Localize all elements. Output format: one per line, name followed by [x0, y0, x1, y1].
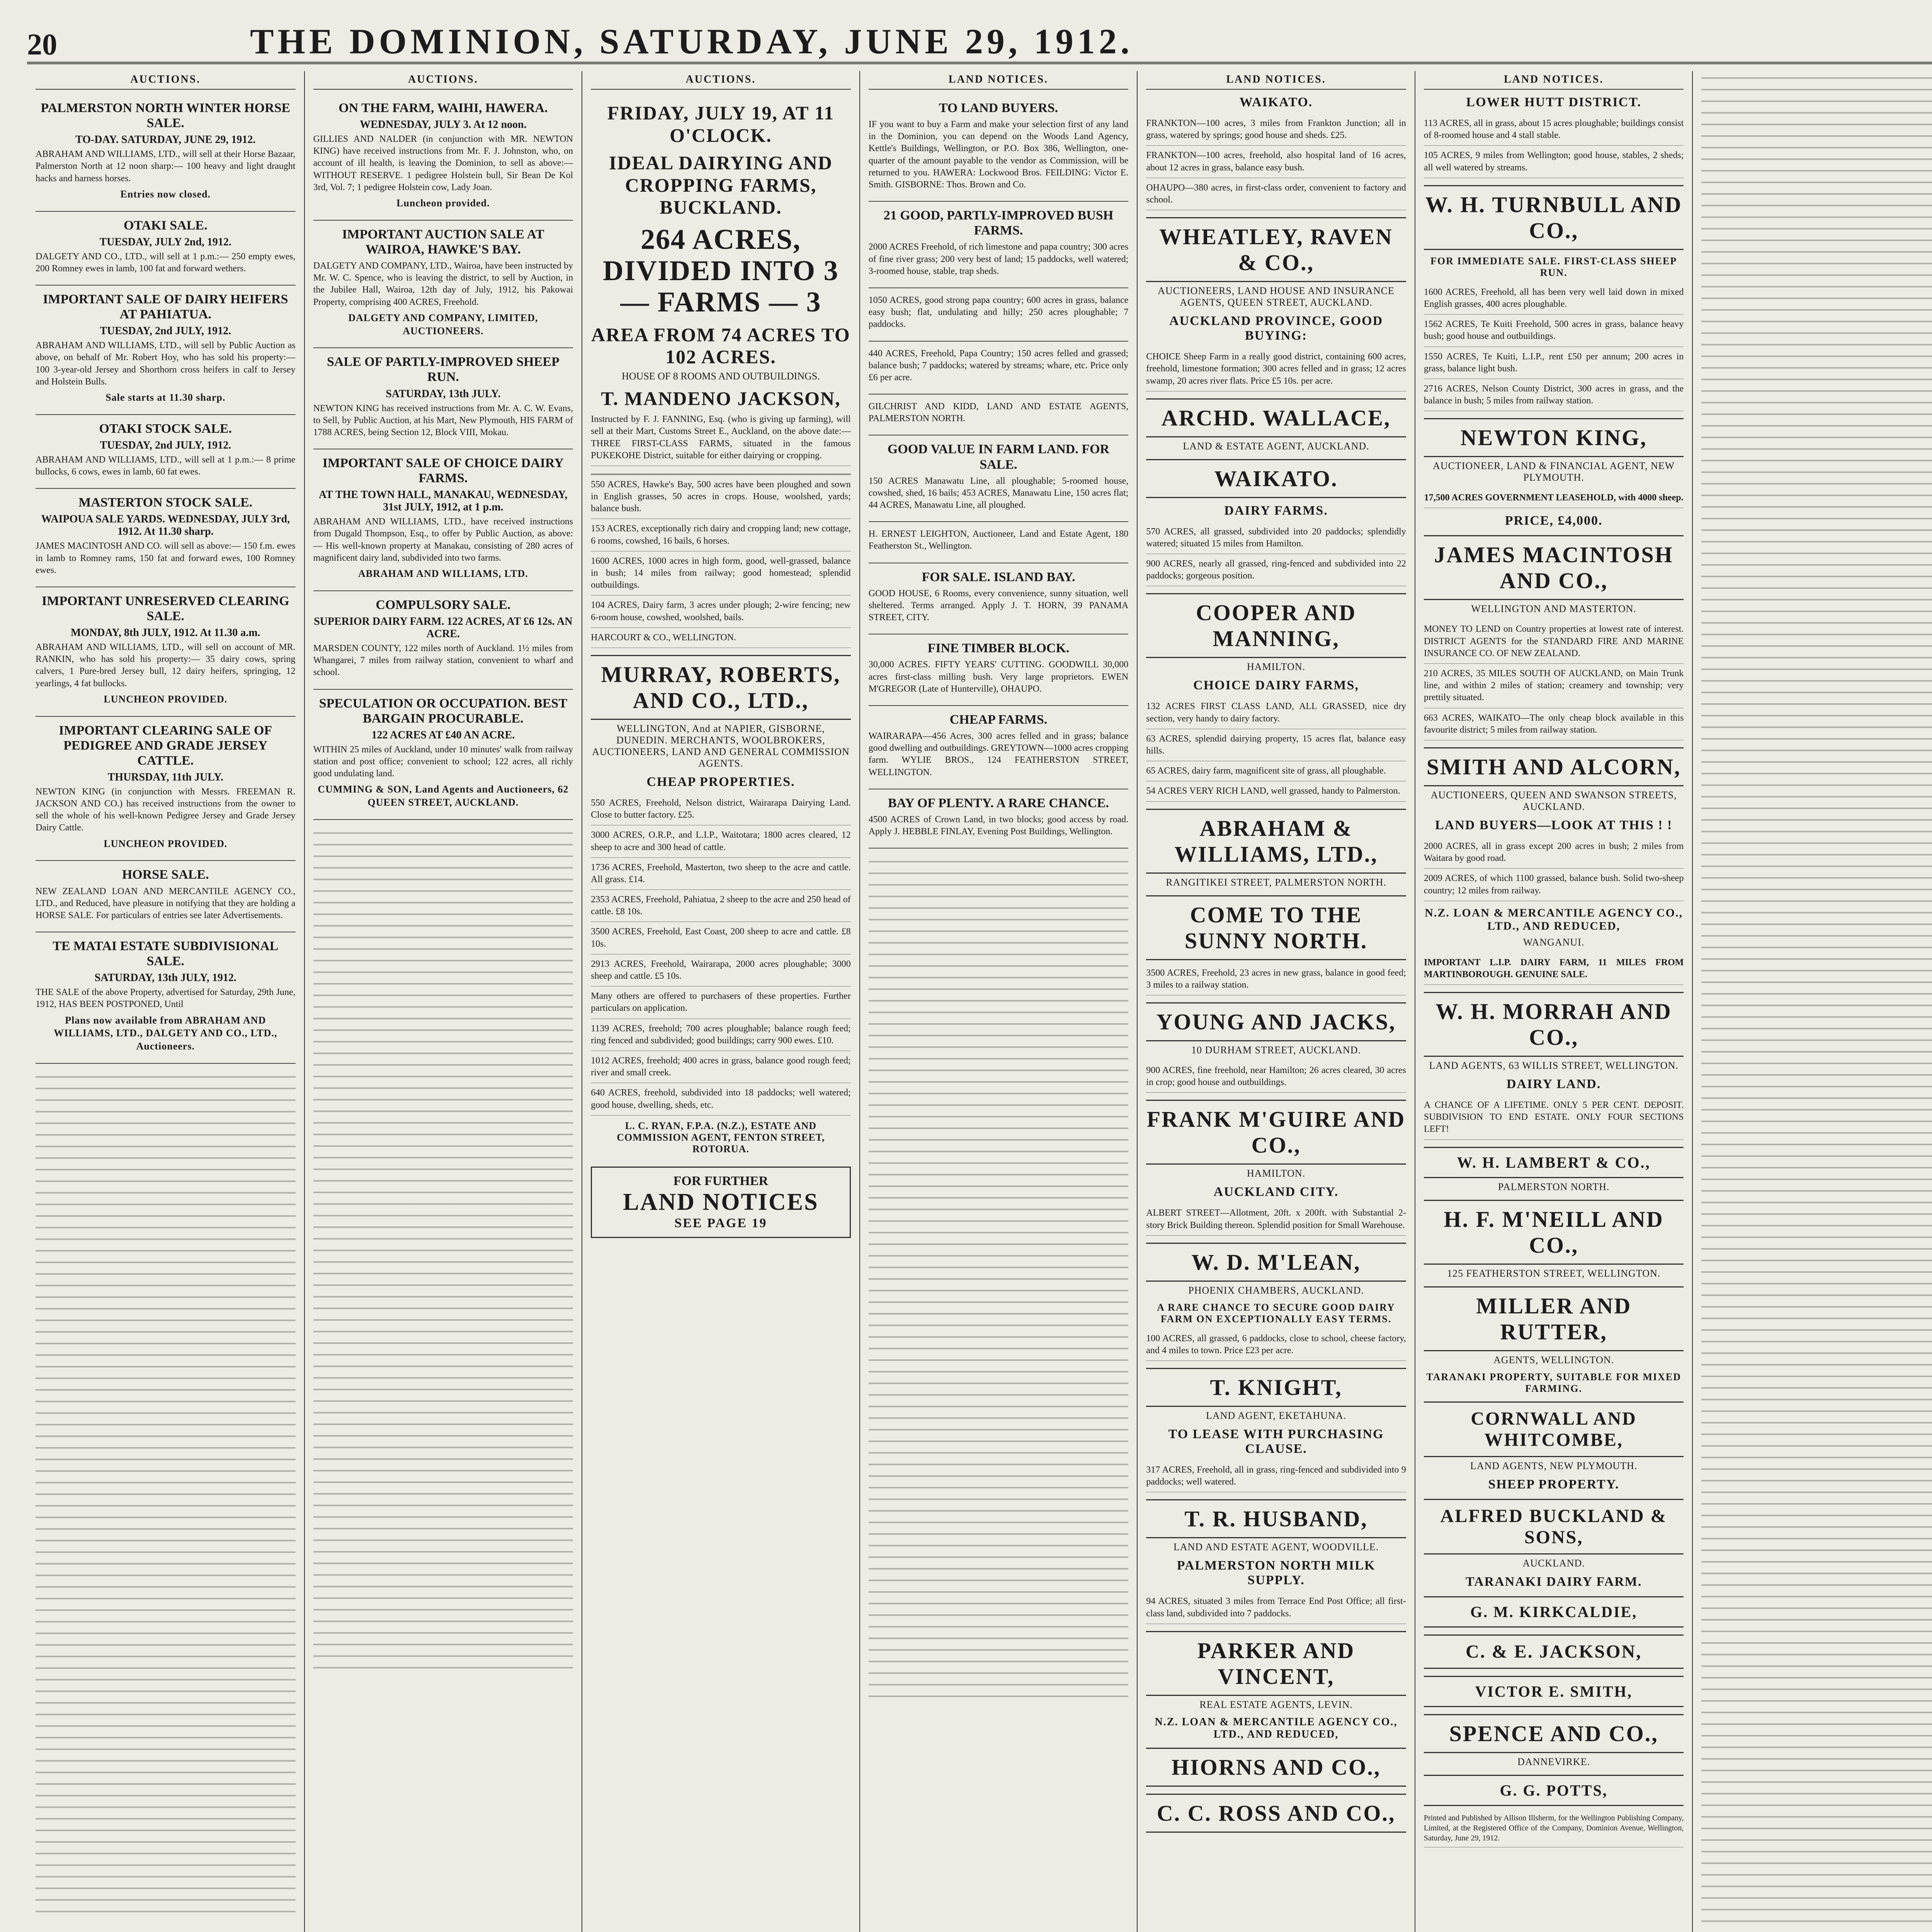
firm-address: WELLINGTON AND MASTERTON. — [1471, 603, 1636, 615]
column-2 — [305, 71, 583, 1932]
ad-body: DALGETY AND CO., LTD., will sell at 1 p.m.:— 250 empty ewes, 200 Romney ewes in lamb, 100 fat and forward wethers. — [36, 251, 296, 274]
ad-body: IF you want to buy a Farm and make your selection first of any land in the Dominion, you can depend on the Woods Land Agency, Kettle's Buildings, Wellington, or P.O. Box 386, Wellington, one-quarter of the amount payable to the vendor as Commission, will be returned to you. HAWERA: Lockwood Bros. FEILDING: Victor E. Smith. GISBORNE: Thos. Brown and Co. — [868, 119, 1129, 190]
firm-name: C. & E. JACKSON, — [1424, 1634, 1684, 1669]
ad-body: 2000 ACRES Freehold, of rich limestone and papa country; 300 acres of fine river grass; 200 very best of land; 15 paddocks, well watered; 3-roomed house, stable, trap sheds. — [868, 242, 1129, 276]
column-header: LAND NOTICES. — [1146, 71, 1406, 90]
ad-body: NEWTON KING has received instructions from Mr. A. C. W. Evans, to Sell, by Public Auction, at his Mart, New Plymouth, HIS FARM of 1788 ACRES, being Section 12, Block VIII, Mokau. — [313, 403, 573, 437]
listing: ALBERT STREET—Allotment, 20ft. x 200ft. with Substantial 2-story Brick Building thereon. Splendid position for Small Warehouse. — [1146, 1203, 1406, 1235]
firm-name: MILLER AND RUTTER, — [1424, 1286, 1684, 1351]
listings — [1424, 282, 1684, 412]
listing: 2913 ACRES, Freehold, Wairarapa, 2000 acres ploughable; 3000 sheep and cattle. £5 10s. — [591, 954, 851, 986]
listing: 2353 ACRES, Freehold, Pahiatua, 2 sheep to the acre and 250 head of cattle. £8 10s. — [591, 890, 851, 922]
firm-name: JAMES MACINTOSH AND CO., — [1424, 535, 1684, 600]
listing: 3000 ACRES, O.R.P., and L.I.P., Waitotara; 1800 acres cleared, 12 sheep to acre and 300 head of cattle. — [591, 825, 851, 857]
firm-name: ALFRED BUCKLAND & SONS, — [1424, 1499, 1684, 1554]
column-header: LAND NOTICES. — [1424, 71, 1684, 90]
ad-signature: Sale starts at 11.30 sharp. — [105, 391, 226, 403]
ad-date: TUESDAY, 2nd JULY, 1912. — [100, 439, 231, 451]
ad-date: SUPERIOR DAIRY FARM. 122 ACRES, AT £6 12s. AN ACRE. — [314, 615, 573, 640]
ad-signature: Entries now closed. — [120, 188, 211, 200]
ad-signature: LUNCHEON PROVIDED. — [104, 693, 228, 705]
section-banner: PALMERSTON NORTH MILK SUPPLY. — [1177, 1558, 1376, 1588]
listings — [1424, 664, 1684, 740]
sale-area: AREA FROM 74 ACRES TO 102 ACRES. — [591, 323, 850, 368]
firm-name: NEWTON KING, — [1424, 418, 1684, 457]
listing: 1550 ACRES, Te Kuiti, L.I.P., rent £50 per annum; 200 acres in grass, balance light bush. — [1424, 347, 1684, 379]
firm-name: HIORNS AND CO., — [1146, 1748, 1406, 1787]
listings — [1424, 837, 1684, 901]
auctioneer-name: T. MANDENO JACKSON, — [601, 387, 841, 409]
listing: 210 ACRES, 35 MILES SOUTH OF AUCKLAND, on Main Trunk line, and within 2 miles of station; creamery and township; very prettily situated. — [1424, 664, 1684, 708]
section-banner: LAND BUYERS—LOOK AT THIS ! ! — [1435, 818, 1673, 832]
listing: 153 ACRES, exceptionally rich dairy and cropping land; new cottage, 6 rooms, cowshed, 16 bails, 6 horses. — [591, 519, 851, 551]
firm-address: RANGITIKEI STREET, PALMERSTON NORTH. — [1166, 876, 1386, 888]
masthead — [27, 15, 1932, 64]
column-header: AUCTIONS. — [313, 71, 573, 90]
ad-signature: Luncheon provided. — [396, 197, 490, 209]
ad-body: 150 ACRES Manawatu Line, all ploughable; 5-roomed house, cowshed, shed, 16 bails; 453 ACRES, Manawatu Line, 150 acres flat; 44 ACRES, Manawatu Line, all ploughed. — [868, 476, 1129, 510]
listing: CHOICE Sheep Farm in a really good district, containing 600 acres, freehold, limestone formation; 300 acres felled and in grass; 12 acres swamp, 20 acres river flats. Price £5 10s. per acre. — [1146, 347, 1406, 391]
ad-signature: DALGETY AND COMPANY, LIMITED, AUCTIONEERS. — [348, 312, 538, 337]
advertisement — [313, 449, 573, 591]
ad-date: TO-DAY. SATURDAY, JUNE 29, 1912. — [75, 134, 256, 146]
listing: 3500 ACRES, Freehold, East Coast, 200 sheep to acre and cattle. £8 10s. — [591, 922, 851, 954]
listing: 1012 ACRES, freehold; 400 acres in grass, balance good rough feed; river and small creek. — [591, 1051, 851, 1083]
sale-announcement — [591, 94, 851, 475]
firm-name: PARKER AND VINCENT, — [1146, 1631, 1406, 1696]
firm-name: VICTOR E. SMITH, — [1424, 1676, 1684, 1707]
section-banner: N.Z. LOAN & MERCANTILE AGENCY CO., LTD., AND REDUCED, — [1425, 906, 1683, 932]
section-banner: TO LEASE WITH PURCHASING CLAUSE. — [1168, 1427, 1384, 1456]
advertisement — [36, 94, 296, 212]
ad-title: HORSE SALE. — [122, 867, 209, 882]
advertisement — [313, 591, 573, 690]
firm-name: SPENCE AND CO., — [1424, 1714, 1684, 1753]
listing: 550 ACRES, Hawke's Bay, 500 acres have been ploughed and sown in English grasses, 50 acres in crops. House, woolshed, yards; balance bush. — [591, 475, 851, 519]
firm-address: PHOENIX CHAMBERS, AUCKLAND. — [1188, 1284, 1364, 1296]
ad-body: GILCHRIST AND KIDD, LAND AND ESTATE AGENTS, PALMERSTON NORTH. — [868, 401, 1129, 424]
advertisement — [869, 342, 1129, 395]
ad-title: IMPORTANT AUCTION SALE AT WAIROA, HAWKE'S BAY. — [342, 227, 544, 257]
ad-date: TUESDAY, JULY 2nd, 1912. — [99, 236, 231, 248]
section-banner: N.Z. LOAN & MERCANTILE AGENCY CO., LTD., AND REDUCED, — [1155, 1716, 1398, 1740]
firm-name: T. R. HUSBAND, — [1146, 1499, 1406, 1538]
advertisement — [869, 288, 1129, 342]
ad-title: OTAKI SALE. — [123, 218, 207, 233]
section-banner: CHOICE DAIRY FARMS, — [1193, 678, 1359, 693]
section-banner: AUCKLAND PROVINCE, GOOD BUYING: — [1169, 314, 1383, 343]
firm-name: W. H. TURNBULL AND CO., — [1424, 185, 1684, 250]
fine-print — [869, 855, 1129, 1705]
listing: 54 ACRES VERY RICH LAND, well grassed, handy to Palmerston. — [1146, 781, 1406, 801]
ad-title: BAY OF PLENTY. A RARE CHANCE. — [888, 796, 1109, 810]
ad-date: SATURDAY, 13th JULY, 1912. — [94, 972, 236, 984]
ad-title: PALMERSTON NORTH WINTER HORSE SALE. — [41, 101, 291, 131]
listings — [1146, 697, 1406, 801]
ad-title: 21 GOOD, PARTLY-IMPROVED BUSH FARMS. — [883, 208, 1114, 238]
firm-name: ABRAHAM & WILLIAMS, LTD., — [1146, 809, 1406, 874]
firm-name: H. F. M'NEILL AND CO., — [1424, 1200, 1684, 1265]
firm-address: L. C. RYAN, F.P.A. (N.Z.), ESTATE AND COMMISSION AGENT, FENTON STREET, ROTORUA. — [617, 1120, 825, 1155]
section-banner: LOWER HUTT DISTRICT. — [1466, 95, 1641, 109]
advertisement — [36, 415, 296, 489]
firm-address: WANGANUI. — [1523, 936, 1585, 948]
ad-body: 4500 ACRES of Crown Land, in two blocks; good access by road. Apply J. HEBBLE FINLAY, Evening Post Buildings, Wellington. — [868, 814, 1129, 837]
listing: 113 ACRES, all in grass, about 15 acres ploughable; buildings consist of 8-roomed house and 4 stall stable. — [1424, 114, 1684, 146]
firm-address: 10 DURHAM STREET, AUCKLAND. — [1191, 1044, 1361, 1056]
firm-name: T. KNIGHT, — [1146, 1368, 1406, 1407]
ad-title: ON THE FARM, WAIHI, HAWERA. — [338, 101, 548, 115]
ad-signature: ABRAHAM AND WILLIAMS, LTD. — [358, 568, 528, 580]
listing: 3500 ACRES, Freehold, 23 acres in new grass, balance in good feed; 3 miles to a railway station. — [1146, 963, 1406, 995]
firm-name: WHEATLEY, RAVEN & CO., — [1146, 217, 1406, 282]
advertisement — [313, 348, 573, 449]
firm-name: W. D. M'LEAN, — [1146, 1243, 1406, 1282]
listing: 2009 ACRES, of which 1100 grassed, balance bush. Solid two-sheep country; 12 miles from railway. — [1424, 869, 1684, 901]
firm-name: SMITH AND ALCORN, — [1424, 747, 1684, 786]
section-banner: A RARE CHANCE TO SECURE GOOD DAIRY FARM ON EXCEPTIONALLY EASY TERMS. — [1157, 1301, 1395, 1325]
firm-name: C. C. ROSS AND CO., — [1146, 1794, 1406, 1833]
ad-body: DALGETY AND COMPANY, LTD., Wairoa, have been instructed by Mr. W. C. Spence, who is leaving the district, to sell by Auction, in the Jubilee Hall, Wairoa, 12th day of July, 1912, his Pakowai Property, comprising 400 ACRES, Freehold. — [313, 261, 573, 307]
ad-title: IMPORTANT SALE OF CHOICE DAIRY FARMS. — [322, 456, 564, 486]
section-banner: SHEEP PROPERTY. — [1488, 1477, 1619, 1492]
firm-address: AUCTIONEERS, QUEEN AND SWANSON STREETS, AUCKLAND. — [1430, 789, 1677, 812]
price: PRICE, £4,000. — [1505, 514, 1603, 528]
ad-date: SATURDAY, 13th JULY. — [386, 388, 501, 400]
advertisement — [869, 789, 1129, 849]
section-banner: TARANAKI PROPERTY, SUITABLE FOR MIXED FARMING. — [1426, 1371, 1682, 1394]
further-line: LAND NOTICES — [623, 1189, 819, 1215]
further-line: FOR FURTHER — [673, 1173, 769, 1188]
newspaper-title: THE DOMINION, SATURDAY, JUNE 29, 1912. — [250, 22, 1133, 61]
column-3 — [582, 71, 860, 1932]
ad-title: OTAKI STOCK SALE. — [99, 421, 232, 436]
ad-body: GOOD HOUSE, 6 Rooms, every convenience, sunny situation, well sheltered. Terms arranged. Apply J. T. HORN, 39 PANAMA STREET, CITY. — [868, 588, 1129, 623]
section-banner: TARANAKI DAIRY FARM. — [1465, 1574, 1642, 1589]
listing: 1600 ACRES, Freehold, all has been very well laid down in mixed English grasses, 400 acres ploughable. — [1424, 282, 1684, 315]
notice-text: MONEY TO LEND on Country properties at lowest rate of interest. DISTRICT AGENTS for the STANDARD FIRE AND MARINE INSURANCE CO. OF NEW ZEALAND. — [1424, 619, 1684, 664]
listing: 570 ACRES, all grassed, subdivided into 20 paddocks; splendidly watered; situated 15 miles from Hamilton. — [1146, 522, 1406, 554]
advertisement — [869, 94, 1129, 202]
firm-address: LAND AGENTS, NEW PLYMOUTH. — [1470, 1460, 1638, 1471]
advertisement — [313, 690, 573, 820]
ad-date: MONDAY, 8th JULY, 1912. At 11.30 a.m. — [70, 627, 260, 639]
section-banner: FOR IMMEDIATE SALE. FIRST-CLASS SHEEP RUN. — [1430, 255, 1677, 278]
ad-signature: CUMMING & SON, Land Agents and Auctioneers, 62 QUEEN STREET, AUCKLAND. — [318, 784, 569, 808]
firm-name: YOUNG AND JACKS, — [1146, 1002, 1406, 1041]
firm-name: ARCHD. WALLACE, — [1146, 398, 1406, 437]
ad-signature: LUNCHEON PROVIDED. — [104, 838, 228, 849]
advertisement — [36, 932, 296, 1064]
ad-body: ABRAHAM AND WILLIAMS, LTD., will sell by Public Auction as above, on behalf of Mr. Robert Hoy, who has sold his property:— 100 3-year-old Jersey and Shorthorn cross heifers in calf to Jersey and Holstein Bulls. — [36, 340, 296, 387]
ad-body: WAIRARAPA—456 Acres, 300 acres felled and in grass; balance good dwelling and outbuildings. GREYTOWN—1000 acres cropping farm. WYLIE BROS., 124 FEATHERSTON STREET, WELLINGTON. — [868, 731, 1129, 777]
ad-body: MARSDEN COUNTY, 122 miles north of Auckland. 1½ miles from Whangarei, 7 miles from railway station, convenient to wharf and school. — [313, 643, 573, 678]
sale-title: IDEAL DAIRYING AND CROPPING FARMS, BUCKLAND. — [609, 152, 833, 218]
sale-body: Instructed by F. J. FANNING, Esq. (who is giving up farming), will sell at their Mart, Customs Street E., Auckland, on the above date:— THREE FIRST-CLASS FARMS, situated in the famous PUKEKOHE District, suitable for either dairying or cropping. — [591, 410, 851, 466]
advertisement — [869, 202, 1129, 288]
advertisement — [313, 94, 573, 221]
sale-acres: 264 ACRES, DIVIDED INTO 3 — FARMS — 3 — [603, 223, 839, 318]
sale-date: FRIDAY, JULY 19, AT 11 O'CLOCK. — [607, 102, 835, 146]
firm-name: FRANK M'GUIRE AND CO., — [1146, 1100, 1406, 1165]
ads-list — [313, 94, 573, 820]
firm-address: HAMILTON. — [1247, 1168, 1306, 1179]
listing: 317 ACRES, Freehold, all in grass, ring-fenced and subdivided into 9 paddocks; well watered. — [1146, 1460, 1406, 1492]
listing: 100 ACRES, all grassed, 6 paddocks, close to school, cheese factory, and 4 miles to town. Price £23 per acre. — [1146, 1329, 1406, 1361]
listing: 94 ACRES, situated 3 miles from Terrace End Post Office; all first-class land, subdivided into 7 paddocks. — [1146, 1592, 1406, 1624]
section-banner: DAIRY FARMS. — [1224, 503, 1328, 518]
listings — [1146, 522, 1406, 587]
ad-date: THURSDAY, 11th JULY. — [107, 771, 223, 783]
ad-title: CHEAP FARMS. — [949, 712, 1048, 727]
ad-body: NEWTON KING (in conjunction with Messrs. FREEMAN R. JACKSON AND CO.) has received instructions from the owner to sell the whole of his well-known Pedigree Jersey and Grade Jersey Dairy Cattle. — [36, 786, 296, 833]
listings — [591, 475, 851, 648]
ad-body: JAMES MACINTOSH AND CO. will sell as above:— 150 f.m. ewes in lamb to Romney rams, 150 fat and forward ewes, 100 Romney ewes. — [36, 541, 296, 575]
advertisement — [869, 706, 1129, 789]
listing: HARCOURT & CO., WELLINGTON. — [591, 628, 851, 648]
ad-date: AT THE TOWN HALL, MANAKAU, WEDNESDAY, 31st JULY, 1912, at 1 p.m. — [319, 489, 568, 514]
firm-name: W. H. MORRAH AND CO., — [1424, 992, 1684, 1057]
column-header: AUCTIONS. — [36, 71, 296, 90]
column-1 — [27, 71, 305, 1932]
firm-address: 125 FEATHERSTON STREET, WELLINGTON. — [1447, 1267, 1661, 1279]
firm-name: W. H. LAMBERT & CO., — [1424, 1147, 1684, 1178]
sale-house: HOUSE OF 8 ROOMS AND OUTBUILDINGS. — [622, 370, 820, 382]
ad-body: ABRAHAM AND WILLIAMS, LTD., will sell on account of MR. RANKIN, who has sold his property:— 35 dairy cows, spring calvers, 1 Pure-bred Jersey bull, 12 dairy heifers, springing, 12 yearlings, 4 fat bullocks. — [36, 642, 296, 689]
advertisement — [36, 717, 296, 861]
advertisement — [869, 522, 1129, 563]
listing: 1139 ACRES, freehold; 700 acres ploughable; balance rough feed; ring fenced and subdivided; good buildings; carry 900 ewes. £10. — [591, 1019, 851, 1051]
ad-body: 1050 ACRES, good strong papa country; 600 acres in grass, balance easy bush; flat, undulating and hilly; 250 acres ploughable; 7 paddocks. — [868, 295, 1129, 330]
advertisement — [36, 489, 296, 587]
advertisement — [869, 563, 1129, 635]
ad-title: GOOD VALUE IN FARM LAND. FOR SALE. — [887, 442, 1110, 472]
listing: 17,500 ACRES GOVERNMENT LEASEHOLD, with 4000 sheep. — [1424, 488, 1684, 508]
column-header: AUCTIONS. — [591, 71, 851, 90]
listings — [1146, 114, 1406, 210]
ad-body: WITHIN 25 miles of Auckland, under 10 minutes' walk from railway station and post office; convenient to school; 122 acres, all richly good undulating land. — [313, 744, 573, 779]
listing: 900 ACRES, fine freehold, near Hamilton; 26 acres cleared, 30 acres in crop; good house and outbuildings. — [1146, 1061, 1406, 1093]
ads-list — [869, 94, 1129, 849]
firm-address: WELLINGTON, And at NAPIER, GISBORNE, DUNEDIN. MERCHANTS, WOOLBROKERS, AUCTIONEERS, LAND AND GENERAL COMMISSION AGENTS. — [592, 723, 850, 769]
ad-body: GILLIES AND NALDER (in conjunction with MR. NEWTON KING) have received instructions from Mr. F. J. Johnston, who, on account of ill health, is leaving the Dominion, to sell as above:— WITHOUT RESERVE. 1 pedigree Holstein bull, Sir Bean De Kol 3rd, Vol. 7; 1 pedigree Holstein cow, Lady Joan. — [313, 134, 573, 192]
listing: 65 ACRES, dairy farm, magnificent site of grass, all ploughable. — [1146, 761, 1406, 781]
section-banner: AUCKLAND CITY. — [1213, 1185, 1339, 1199]
ad-date: WAIPOUA SALE YARDS. WEDNESDAY, JULY 3rd, 1912. At 11.30 sharp. — [41, 513, 290, 538]
column-5 — [1138, 71, 1415, 1932]
firm-address: AUCTIONEER, LAND & FINANCIAL AGENT, NEW PLYMOUTH. — [1433, 460, 1675, 483]
ad-title: TO LAND BUYERS. — [939, 101, 1058, 115]
column-4 — [860, 71, 1138, 1932]
firm-address: LAND AGENTS, 63 WILLIS STREET, WELLINGTON. — [1429, 1060, 1679, 1071]
notice-text: Many others are offered to purchasers of these properties. Further particulars on application. — [591, 986, 851, 1019]
advertisement — [869, 435, 1129, 522]
advertisement — [36, 212, 296, 286]
listing: 63 ACRES, splendid dairying property, 15 acres flat, balance easy hills. — [1146, 729, 1406, 761]
page-number: 20 — [27, 27, 57, 61]
column-7 — [1693, 71, 1932, 1932]
ads-list — [36, 94, 296, 1064]
firm-address: AGENTS, WELLINGTON. — [1493, 1354, 1614, 1366]
section-banner: WAIKATO. — [1239, 95, 1313, 109]
ad-date: TUESDAY, 2nd JULY, 1912. — [100, 325, 231, 337]
listing: 550 ACRES, Freehold, Nelson district, Wairarapa Dairying Land. Close to butter factory. £25. — [591, 793, 851, 825]
advertisement — [36, 587, 296, 717]
further-notices — [591, 1167, 851, 1238]
ad-title: FOR SALE. ISLAND BAY. — [922, 570, 1075, 584]
ad-date: 122 ACRES AT £40 AN ACRE. — [371, 729, 515, 741]
further-line: SEE PAGE 19 — [674, 1216, 767, 1230]
ad-title: FINE TIMBER BLOCK. — [927, 641, 1070, 656]
fine-print — [313, 826, 573, 1676]
ad-body: ABRAHAM AND WILLIAMS, LTD., will sell at 1 p.m.:— 8 prime bullocks, 6 cows, ewes in lamb, 60 fat ewes. — [36, 454, 296, 477]
listing: 104 ACRES, Dairy farm, 3 acres under plough; 2-wire fencing; new 6-room house, cowshed, woolshed, bails. — [591, 595, 851, 628]
listing: 1736 ACRES, Freehold, Masterton, two sheep to the acre and cattle. All grass. £14. — [591, 858, 851, 890]
ad-body: H. ERNEST LEIGHTON, Auctioneer, Land and Estate Agent, 180 Featherston St., Wellington. — [868, 529, 1129, 551]
firm-name: G. G. POTTS, — [1424, 1775, 1684, 1806]
ad-body: 440 ACRES, Freehold, Papa Country; 150 acres felled and grassed; balance bush; 7 paddocks; watered by streams; whare, etc. Price only £6 per acre. — [868, 348, 1129, 383]
listing: 900 ACRES, nearly all grassed, ring-fenced and subdivided into 22 paddocks; gorgeous position. — [1146, 554, 1406, 586]
listing: 105 ACRES, 9 miles from Wellington; good house, stables, 2 sheds; all well watered by streams. — [1424, 146, 1684, 178]
column-header: LAND NOTICES. — [869, 71, 1129, 90]
firm-address: DANNEVIRKE. — [1517, 1756, 1590, 1767]
listing: 1562 ACRES, Te Kuiti Freehold, 500 acres in grass, balance heavy bush; good house and outbuildings. — [1424, 315, 1684, 347]
imprint: Printed and Published by Allison Illsherm, for the Wellington Publishing Company, Limited, at the Registered Office of the Company, Dominion Avenue, Wellington, Saturday, June 29, 1912. — [1424, 1809, 1684, 1847]
ad-title: MASTERTON STOCK SALE. — [78, 495, 253, 510]
listing: 663 ACRES, WAIKATO—The only cheap block available in this favourite district; 5 miles from railway station. — [1424, 708, 1684, 740]
section-banner: CHEAP PROPERTIES. — [646, 774, 795, 789]
firm-name: G. M. KIRKCALDIE, — [1424, 1596, 1684, 1628]
listing: 1600 ACRES, 1000 acres in high form, good, well-grassed, balance in bush; 14 miles from railway; good homestead; splendid outbuildings. — [591, 551, 851, 596]
listing: 640 ACRES, freehold, subdivided into 18 paddocks; well watered; good house, dwelling, sheds, etc. — [591, 1083, 851, 1115]
listings — [591, 793, 851, 986]
listing: A CHANCE OF A LIFETIME. ONLY 5 PER CENT. DEPOSIT. SUBDIVISION TO END ESTATE. ONLY FOUR SECTIONS LEFT! — [1424, 1095, 1684, 1140]
fine-print — [36, 1070, 296, 1920]
firm-address: LAND AGENT, EKETAHUNA. — [1206, 1410, 1347, 1422]
firm-address: LAND & ESTATE AGENT, AUCKLAND. — [1183, 440, 1369, 452]
listing: FRANKTON—100 acres, freehold, also hospital land of 16 acres, about 12 acres in grass, balance easy bush. — [1146, 146, 1406, 178]
section-title: COME TO THE SUNNY NORTH. — [1146, 895, 1406, 960]
firm-address: REAL ESTATE AGENTS, LEVIN. — [1199, 1699, 1353, 1710]
section-banner: DAIRY LAND. — [1506, 1077, 1601, 1092]
columns — [27, 71, 1932, 1932]
advertisement — [36, 286, 296, 415]
ad-title: COMPULSORY SALE. — [376, 597, 511, 612]
advertisement — [313, 221, 573, 349]
ad-title: SPECULATION OR OCCUPATION. BEST BARGAIN PROCURABLE. — [319, 696, 568, 726]
listing: 2000 ACRES, all in grass except 200 acres in bush; 2 miles from Waitara by good road. — [1424, 837, 1684, 869]
listing: FRANKTON—100 acres, 3 miles from Frankton Junction; all in grass, watered by springs; good house and sheds. £25. — [1146, 114, 1406, 146]
firm-address: AUCTIONEERS, LAND HOUSE AND INSURANCE AGENTS, QUEEN STREET, AUCKLAND. — [1158, 285, 1395, 308]
listing: 2716 ACRES, Nelson County District, 300 acres in grass, and the balance in bush; 5 miles from railway station. — [1424, 379, 1684, 411]
listings — [1424, 114, 1684, 178]
ad-body: NEW ZEALAND LOAN AND MERCANTILE AGENCY CO., LTD., and Reduced, have pleasure in notifying that they are holding a HORSE SALE. For particulars of entries see later Advertisements. — [36, 886, 296, 920]
ad-body: ABRAHAM AND WILLIAMS, LTD., have received instructions from Dugald Thompson, Esq., to offer by Public Auction, as above:— His well-known property at Manakau, consisting of 280 acres of magnificent dairy land, subdivided into two farms. — [313, 517, 573, 563]
advertisement — [36, 861, 296, 932]
ad-title: SALE OF PARTLY-IMPROVED SHEEP RUN. — [327, 355, 560, 384]
listings — [591, 1019, 851, 1116]
firm-address: HAMILTON. — [1247, 661, 1306, 673]
firm-name: COOPER AND MANNING, — [1146, 593, 1406, 658]
firm-address: LAND AND ESTATE AGENT, WOODVILLE. — [1173, 1541, 1379, 1553]
ad-title: TE MATAI ESTATE SUBDIVISIONAL SALE. — [53, 939, 279, 969]
ad-body: 30,000 ACRES. FIFTY YEARS' CUTTING. GOODWILL 30,000 acres first-class milling bush. Very large proprietors. EWEN M'GREGOR (Late of Hunterville), OHAUPO. — [868, 660, 1129, 694]
listing: IMPORTANT L.I.P. DAIRY FARM, 11 MILES FROM MARTINBOROUGH. GENUINE SALE. — [1424, 953, 1684, 985]
section-title: WAIKATO. — [1146, 459, 1406, 498]
firm-address: AUCKLAND. — [1522, 1557, 1585, 1569]
listing: 132 ACRES FIRST CLASS LAND, ALL GRASSED, nice dry section, very handy to dairy factory. — [1146, 697, 1406, 729]
column-6 — [1415, 71, 1693, 1932]
advertisement — [869, 395, 1129, 435]
firm-address: PALMERSTON NORTH. — [1498, 1181, 1610, 1192]
ad-signature: Plans now available from ABRAHAM AND WILLIAMS, LTD., DALGETY AND CO., LTD., Auctioneers. — [54, 1014, 277, 1052]
ad-title: IMPORTANT SALE OF DAIRY HEIFERS AT PAHIATUA. — [43, 292, 288, 322]
ad-title: IMPORTANT UNRESERVED CLEARING SALE. — [42, 594, 289, 623]
ad-body: THE SALE of the above Property, advertised for Saturday, 29th June, 1912, HAS BEEN POSTPONED, Until — [36, 987, 296, 1010]
firm-name: CORNWALL AND WHITCOMBE, — [1424, 1401, 1684, 1457]
advertisement — [869, 634, 1129, 706]
ad-date: WEDNESDAY, JULY 3. At 12 noon. — [360, 119, 527, 131]
listing: OHAUPO—380 acres, in first-class order, convenient to factory and school. — [1146, 178, 1406, 210]
fine-print — [1701, 71, 1932, 1932]
ad-body: ABRAHAM AND WILLIAMS, LTD., will sell at their Horse Bazaar, Palmerston North at 12 noon sharp:— 100 heavy and light draught hacks and harness horses. — [36, 149, 296, 184]
ad-title: IMPORTANT CLEARING SALE OF PEDIGREE AND GRADE JERSEY CATTLE. — [59, 723, 272, 768]
firm-name: MURRAY, ROBERTS, AND CO., LTD., — [591, 655, 851, 720]
